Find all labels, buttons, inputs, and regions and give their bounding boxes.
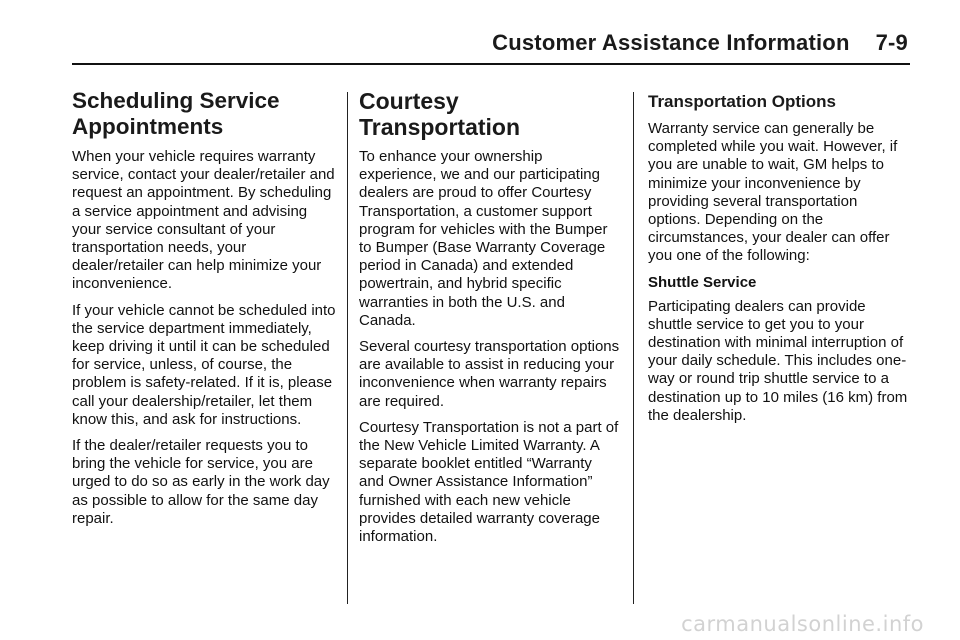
scheduling-paragraph-1: When your vehicle requires warranty service, contact your dealer/retailer and request an appointment. By scheduling a service appointment and advising your service consultant of your transportation needs, your dealer/retailer can help minimize your inconvenience. bbox=[72, 148, 335, 293]
transportation-options-paragraph: Warranty service can generally be completed while you wait. However, if you are unable to wait, GM helps to minimize your inconvenience by providing several transportation options. Depending on the circumstances, your dealer can offer you one of the following: bbox=[648, 120, 898, 265]
courtesy-heading: Courtesy Transportation bbox=[359, 88, 521, 140]
shuttle-service-heading: Shuttle Service bbox=[648, 273, 757, 291]
header-rule bbox=[72, 63, 910, 65]
watermark: carmanualsonline.info bbox=[681, 612, 924, 636]
courtesy-paragraph-3: Courtesy Transportation is not a part of the New Vehicle Limited Warranty. A separate booklet entitled “Warranty and Owner Assistance Information” furnished with each new vehicle provides detailed warranty coverage information. bbox=[359, 418, 619, 546]
header-title: Customer Assistance Information bbox=[492, 30, 850, 55]
column-divider-1 bbox=[347, 92, 348, 604]
column-divider-2 bbox=[633, 92, 634, 604]
page-number: 7-9 bbox=[875, 30, 908, 55]
scheduling-heading: Scheduling Service Appointments bbox=[72, 88, 280, 139]
courtesy-paragraph-2: Several courtesy transportation options are available to assist in reducing your inconvenience when warranty repairs are required. bbox=[359, 338, 620, 410]
scheduling-paragraph-2: If your vehicle cannot be scheduled into the service department immediately, keep driving it until it can be scheduled for service, unless, of course, the problem is safety-related. If it is, please call your dealership/retailer, let them know this, and ask for instructions. bbox=[72, 301, 336, 428]
transportation-options-heading: Transportation Options bbox=[648, 92, 836, 111]
page-header bbox=[0, 30, 908, 56]
scheduling-paragraph-3: If the dealer/retailer requests you to bring the vehicle for service, you are urged to do so as early in the work day as possible to allow for the same day repair. bbox=[72, 437, 330, 527]
column-transportation-options bbox=[648, 88, 913, 433]
courtesy-paragraph-1: To enhance your ownership experience, we and our participating dealers are proud to offer Courtesy Transportation, a customer support program for vehicles with the Bumper to Bumper (Base Warranty Coverage period in Canada) and extended powertrain, and hybrid specific warranties in both the U.S. and Canada. bbox=[359, 148, 608, 329]
column-courtesy bbox=[359, 88, 621, 554]
shuttle-service-paragraph: Participating dealers can provide shuttle service to get you to your destination with minimal interruption of your daily schedule. This includes one-way or round trip shuttle service to a destination up to 10 miles (16 km) from the dealership. bbox=[648, 297, 908, 424]
column-scheduling bbox=[72, 88, 340, 536]
